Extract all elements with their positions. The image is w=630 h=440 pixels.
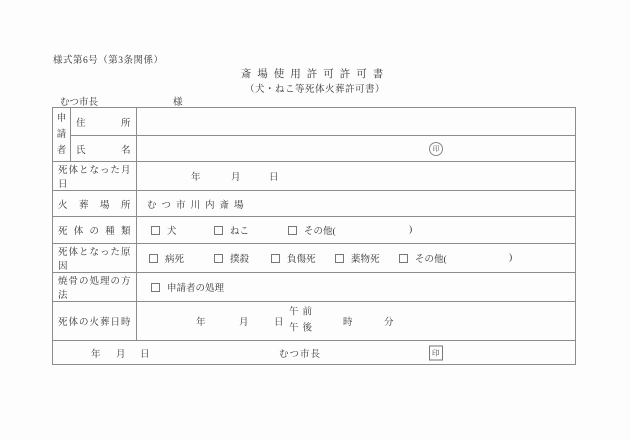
cremation-hour-label: 時 [343,318,353,328]
cremation-minute-label: 分 [384,318,394,328]
option-label-dog: 犬 [167,227,177,237]
option-label-drug-death: 薬物死 [351,255,380,265]
option-label-beaten: 撲殺 [230,255,250,265]
death-date-day-label: 日 [269,173,279,183]
mayor-seal-mark: 印 [429,345,443,360]
pm-label: 午後 [289,323,317,333]
option-label-illness: 病死 [165,255,185,265]
form-subtitle: （犬・ねこ等死体火葬許可書） [244,85,385,95]
cremation-day-label: 日 [274,318,284,328]
other-type-close-paren: ) [409,225,413,235]
footer-year-label: 年 [91,349,101,360]
row-body-type [53,217,576,244]
form-title: 斎場使用許可許可書 [240,69,390,80]
option-injury-death [271,251,316,265]
checkbox-applicant-disposal[interactable] [151,283,160,292]
checkbox-cat[interactable] [214,226,223,235]
death-cause-label: 死体となった原因 [53,244,137,273]
death-date-month-label: 月 [231,173,241,183]
option-label-cat: ねこ [230,227,250,237]
checkbox-illness[interactable] [149,254,158,263]
other-cause-close-paren: ) [509,253,513,263]
row-footer [53,341,576,365]
body-type-options [137,217,576,244]
body-type-label: 死体の種類 [53,217,137,244]
death-date-input-area[interactable] [137,162,576,191]
cremation-month-label: 月 [239,318,249,328]
cremation-datetime-label: 死体の火葬日時 [53,302,137,341]
addressee-line [60,94,360,108]
option-beaten [214,251,249,265]
checkbox-injury-death[interactable] [271,254,280,263]
option-other-type [288,223,336,237]
cremation-place-value: むつ市川内斎場 [137,191,576,217]
option-illness [149,251,184,265]
option-dog [151,223,177,237]
row-bone-disposal [53,273,576,302]
am-label: 午前 [289,307,317,318]
addressee-honorific: 様 [173,98,183,108]
name-label: 氏名 [71,136,137,162]
form-number: 様式第6号（第3条関係） [53,56,164,66]
death-cause-options [137,244,576,273]
checkbox-dog[interactable] [151,226,160,235]
footer-day-label: 日 [140,349,150,360]
form-table [52,107,576,365]
address-input-area[interactable] [137,108,576,136]
option-drug-death [335,251,380,265]
death-date-label: 死体となった月日 [53,162,137,191]
footer-month-label: 月 [116,349,126,360]
row-name [53,136,576,162]
cremation-datetime-input-area[interactable] [137,302,576,341]
option-label-other-cause: その他( [415,255,447,265]
row-death-date [53,162,576,191]
option-label-injury-death: 負傷死 [287,255,316,265]
bone-disposal-options [137,273,576,302]
row-death-cause [53,244,576,273]
row-address [53,108,576,136]
cremation-place-label: 火葬場所 [53,191,137,217]
bone-disposal-label: 焼骨の処理の方法 [53,273,137,302]
addressee: むつ市長 [60,98,99,108]
address-label: 住所 [71,108,137,136]
ampm-labels [289,309,316,334]
option-label-applicant-disposal: 申請者の処理 [167,284,225,294]
footer-row [53,341,576,365]
checkbox-other-cause[interactable] [399,254,408,263]
option-applicant-disposal [151,280,224,294]
checkbox-other-type[interactable] [288,226,297,235]
cremation-year-label: 年 [196,318,206,328]
name-input-area[interactable] [137,136,576,162]
option-label-other-type: その他( [304,227,336,237]
row-cremation-place [53,191,576,217]
checkbox-drug-death[interactable] [335,254,344,263]
option-other-cause [399,251,447,265]
applicant-group-label: 申請者 [53,108,71,162]
checkbox-beaten[interactable] [214,254,223,263]
applicant-seal-mark: 印 [429,142,443,156]
option-cat [214,223,249,237]
footer-mayor-label: むつ市長 [279,349,322,360]
row-cremation-datetime [53,302,576,341]
death-date-year-label: 年 [191,173,201,183]
